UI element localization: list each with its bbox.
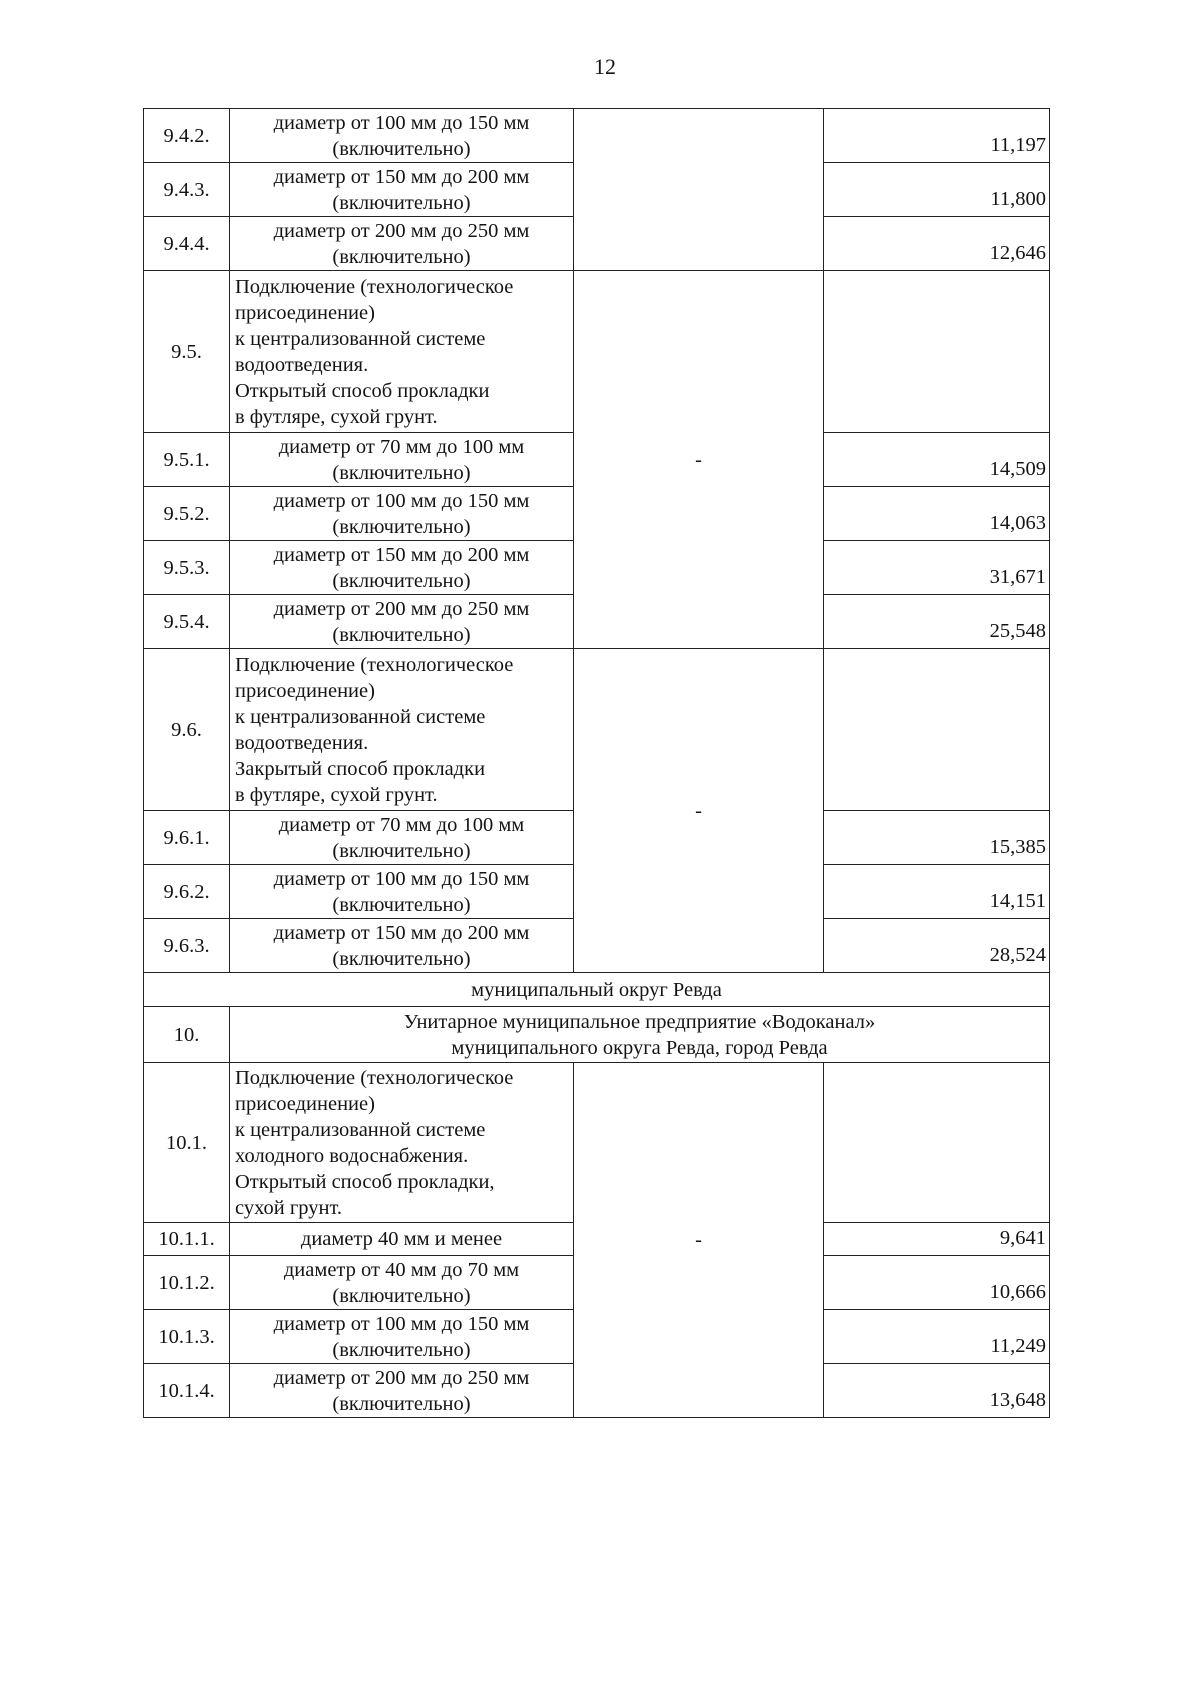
row-number: 9.6.2.	[144, 865, 230, 919]
district-title: муниципальный округ Ревда	[144, 973, 1050, 1007]
description-line: к централизованной системе	[235, 1118, 486, 1141]
description-line: диаметр от 200 мм до 250 мм	[273, 597, 530, 620]
row-value: 14,063	[824, 487, 1050, 541]
table-row	[144, 109, 1050, 163]
row-description	[230, 487, 574, 541]
organization-line: Унитарное муниципальное предприятие «Водоканал»	[403, 1010, 876, 1033]
description-line: Закрытый способ прокладки	[235, 757, 486, 780]
row-value: 31,671	[824, 541, 1050, 595]
section-description	[230, 271, 574, 433]
description-line: (включительно)	[332, 569, 471, 592]
row-value: 11,249	[824, 1310, 1050, 1364]
row-description	[230, 865, 574, 919]
description-line: (включительно)	[332, 893, 471, 916]
description-line: присоединение)	[235, 679, 375, 702]
row-value: 14,151	[824, 865, 1050, 919]
description-line: (включительно)	[332, 839, 471, 862]
description-line: холодного водоснабжения.	[235, 1144, 469, 1167]
row-number: 9.6.	[144, 649, 230, 811]
description-line: Открытый способ прокладки,	[235, 1170, 495, 1193]
row-number: 10.1.	[144, 1063, 230, 1223]
row-middle-value: -	[574, 649, 824, 973]
row-number: 9.6.3.	[144, 919, 230, 973]
description-line: Подключение (технологическое	[235, 275, 514, 298]
description-line: к централизованной системе	[235, 327, 486, 350]
row-value: 10,666	[824, 1256, 1050, 1310]
description-line: диаметр от 100 мм до 150 мм	[273, 111, 530, 134]
description-line: (включительно)	[332, 191, 471, 214]
row-value: 15,385	[824, 811, 1050, 865]
section-description	[230, 649, 574, 811]
description-line: водоотведения.	[235, 731, 369, 754]
row-description	[230, 811, 574, 865]
description-line: в футляре, сухой грунт.	[235, 783, 438, 806]
row-description	[230, 919, 574, 973]
description-line: (включительно)	[332, 947, 471, 970]
description-line: Подключение (технологическое	[235, 653, 514, 676]
row-description	[230, 1256, 574, 1310]
description-line: (включительно)	[332, 245, 471, 268]
table-row-section	[144, 649, 1050, 811]
description-line: диаметр от 100 мм до 150 мм	[273, 489, 530, 512]
row-number: 10.	[144, 1007, 230, 1063]
description-line: (включительно)	[332, 1338, 471, 1361]
description-line: сухой грунт.	[235, 1196, 343, 1219]
page-number: 12	[594, 54, 616, 79]
district-row	[144, 973, 1050, 1007]
organization-name	[230, 1007, 1050, 1063]
row-number: 9.5.	[144, 271, 230, 433]
description-line: Подключение (технологическое	[235, 1066, 514, 1089]
row-middle-value: -	[574, 271, 824, 649]
row-number: 9.5.4.	[144, 595, 230, 649]
row-middle-value: -	[574, 1063, 824, 1418]
description-line: диаметр от 200 мм до 250 мм	[273, 1366, 530, 1389]
row-value: 11,800	[824, 163, 1050, 217]
row-description	[230, 1364, 574, 1418]
row-description	[230, 163, 574, 217]
description-line: (включительно)	[332, 623, 471, 646]
row-value: 11,197	[824, 109, 1050, 163]
row-number: 9.4.2.	[144, 109, 230, 163]
description-line: диаметр от 70 мм до 100 мм	[278, 435, 525, 458]
row-value: 25,548	[824, 595, 1050, 649]
description-line: диаметр от 150 мм до 200 мм	[273, 921, 530, 944]
description-line: (включительно)	[332, 137, 471, 160]
description-line: диаметр от 100 мм до 150 мм	[273, 867, 530, 890]
description-line: Открытый способ прокладки	[235, 379, 490, 402]
table-row-section	[144, 271, 1050, 433]
row-description	[230, 1310, 574, 1364]
description-line: (включительно)	[332, 1392, 471, 1415]
empty-cell	[824, 649, 1050, 811]
row-number: 10.1.1.	[144, 1223, 230, 1256]
description-line: присоединение)	[235, 301, 375, 324]
description-line: в футляре, сухой грунт.	[235, 405, 438, 428]
row-description	[230, 541, 574, 595]
description-line: диаметр от 150 мм до 200 мм	[273, 165, 530, 188]
description-line: диаметр от 70 мм до 100 мм	[278, 813, 525, 836]
row-number: 9.4.3.	[144, 163, 230, 217]
row-value: 13,648	[824, 1364, 1050, 1418]
description-line: водоотведения.	[235, 353, 369, 376]
organization-row	[144, 1007, 1050, 1063]
row-value: 12,646	[824, 217, 1050, 271]
description-line: диаметр от 200 мм до 250 мм	[273, 219, 530, 242]
row-number: 10.1.3.	[144, 1310, 230, 1364]
row-number: 9.5.2.	[144, 487, 230, 541]
description-line: (включительно)	[332, 515, 471, 538]
row-value: 28,524	[824, 919, 1050, 973]
description-line: диаметр от 40 мм до 70 мм	[283, 1258, 520, 1281]
row-description	[230, 109, 574, 163]
row-number: 9.5.3.	[144, 541, 230, 595]
row-description	[230, 217, 574, 271]
description-line: присоединение)	[235, 1092, 375, 1115]
row-number: 9.5.1.	[144, 433, 230, 487]
row-value: 14,509	[824, 433, 1050, 487]
table-row-section	[144, 1063, 1050, 1223]
row-value: 9,641	[824, 1223, 1050, 1256]
row-description	[230, 595, 574, 649]
row-description	[230, 433, 574, 487]
tariff-table	[143, 108, 1050, 1418]
section-description	[230, 1063, 574, 1223]
row-number: 10.1.2.	[144, 1256, 230, 1310]
description-line: диаметр от 150 мм до 200 мм	[273, 543, 530, 566]
row-number: 9.4.4.	[144, 217, 230, 271]
row-number: 9.6.1.	[144, 811, 230, 865]
organization-line: муниципального округа Ревда, город Ревда	[451, 1036, 828, 1059]
empty-cell	[824, 1063, 1050, 1223]
description-line: диаметр от 100 мм до 150 мм	[273, 1312, 530, 1335]
description-line: (включительно)	[332, 461, 471, 484]
description-line: (включительно)	[332, 1284, 471, 1307]
description-line: диаметр 40 мм и менее	[300, 1228, 503, 1250]
empty-cell	[574, 109, 824, 271]
empty-cell	[824, 271, 1050, 433]
row-number: 10.1.4.	[144, 1364, 230, 1418]
row-description	[230, 1223, 574, 1256]
description-line: к централизованной системе	[235, 705, 486, 728]
